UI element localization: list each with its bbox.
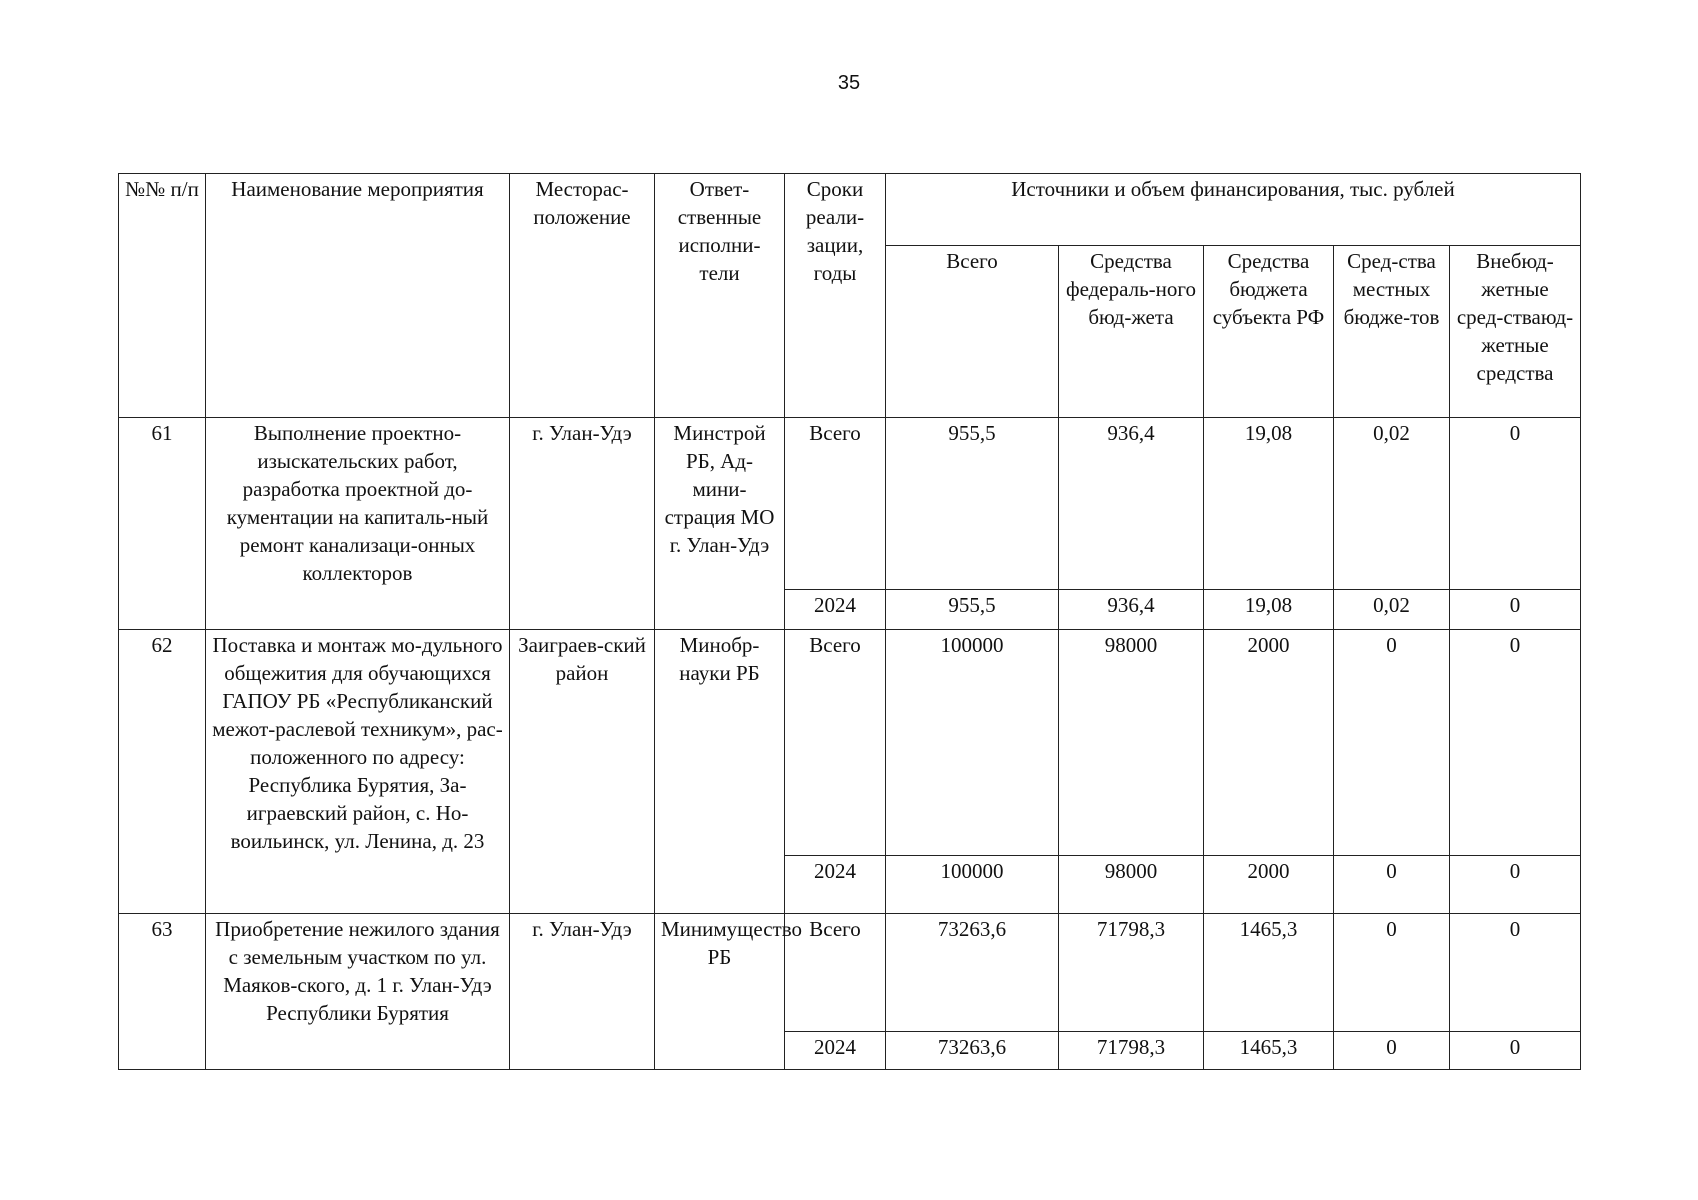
row-federal: 98000 [1059, 630, 1204, 856]
row-num: 63 [119, 914, 206, 1070]
row-federal: 936,4 [1059, 418, 1204, 590]
row-total: 73263,6 [886, 1032, 1059, 1070]
row-subject: 19,08 [1204, 418, 1334, 590]
row-period: 2024 [785, 1032, 886, 1070]
row-subject: 19,08 [1204, 590, 1334, 630]
row-total: 100000 [886, 630, 1059, 856]
header-num: №№ п/п [119, 174, 206, 418]
row-extra: 0 [1450, 590, 1581, 630]
header-local: Сред-ства местных бюдже-тов [1334, 246, 1450, 418]
header-extrabudget: Внебюд-жетные сред-стваюд-жетные средства [1450, 246, 1581, 418]
table-row [119, 914, 1581, 1032]
header-location: Месторас-положение [510, 174, 655, 418]
header-responsible: Ответ-ственные исполни-тели [655, 174, 785, 418]
row-extra: 0 [1450, 630, 1581, 856]
page-number: 35 [837, 72, 861, 94]
table-row [119, 418, 1581, 590]
row-local: 0,02 [1334, 590, 1450, 630]
row-location: Заиграев-ский район [510, 630, 655, 914]
row-name: Поставка и монтаж мо-дульного общежития для обучающихся ГАПОУ РБ «Республиканский межот-раслевой техникум», рас-положенного по адресу: Республика Бурятия, За-играевский район, с. Но-воильинск, ул. Ленина, д. 23 [206, 630, 510, 914]
row-subject: 2000 [1204, 630, 1334, 856]
row-extra: 0 [1450, 914, 1581, 1032]
row-subject: 1465,3 [1204, 914, 1334, 1032]
header-funding: Источники и объем финансирования, тыс. рублей [886, 174, 1581, 246]
row-location: г. Улан-Удэ [510, 418, 655, 630]
row-period: Всего [785, 418, 886, 590]
table-row [119, 630, 1581, 856]
row-extra: 0 [1450, 418, 1581, 590]
row-period: 2024 [785, 856, 886, 914]
row-extra: 0 [1450, 856, 1581, 914]
row-location: г. Улан-Удэ [510, 914, 655, 1070]
row-federal: 98000 [1059, 856, 1204, 914]
header-federal: Средства федераль-ного бюд-жета [1059, 246, 1204, 418]
header-period: Сроки реали-зации, годы [785, 174, 886, 418]
row-extra: 0 [1450, 1032, 1581, 1070]
row-name: Выполнение проектно-изыскательских работ, разработка проектной до-кументации на капиталь-ный ремонт канализаци-онных коллекторов [206, 418, 510, 630]
header-total: Всего [886, 246, 1059, 418]
row-local: 0 [1334, 914, 1450, 1032]
header-name: Наименование мероприятия [206, 174, 510, 418]
row-responsible: Минстрой РБ, Ад-мини-страция МО г. Улан-Удэ [655, 418, 785, 630]
row-subject: 2000 [1204, 856, 1334, 914]
row-federal: 71798,3 [1059, 914, 1204, 1032]
row-total: 955,5 [886, 590, 1059, 630]
row-local: 0 [1334, 630, 1450, 856]
row-total: 100000 [886, 856, 1059, 914]
financing-table [118, 173, 1581, 1070]
row-period: Всего [785, 914, 886, 1032]
row-period: 2024 [785, 590, 886, 630]
row-num: 62 [119, 630, 206, 914]
row-local: 0,02 [1334, 418, 1450, 590]
row-federal: 936,4 [1059, 590, 1204, 630]
row-num: 61 [119, 418, 206, 630]
row-period: Всего [785, 630, 886, 856]
row-federal: 71798,3 [1059, 1032, 1204, 1070]
row-subject: 1465,3 [1204, 1032, 1334, 1070]
row-name: Приобретение нежилого здания с земельным участком по ул. Маяков-ского, д. 1 г. Улан-Удэ Республики Бурятия [206, 914, 510, 1070]
row-local: 0 [1334, 1032, 1450, 1070]
row-total: 955,5 [886, 418, 1059, 590]
header-subject: Средства бюджета субъекта РФ [1204, 246, 1334, 418]
row-responsible: Минобр-науки РБ [655, 630, 785, 914]
row-responsible: Минимущество РБ [655, 914, 785, 1070]
row-total: 73263,6 [886, 914, 1059, 1032]
row-local: 0 [1334, 856, 1450, 914]
header-row [119, 174, 1581, 246]
